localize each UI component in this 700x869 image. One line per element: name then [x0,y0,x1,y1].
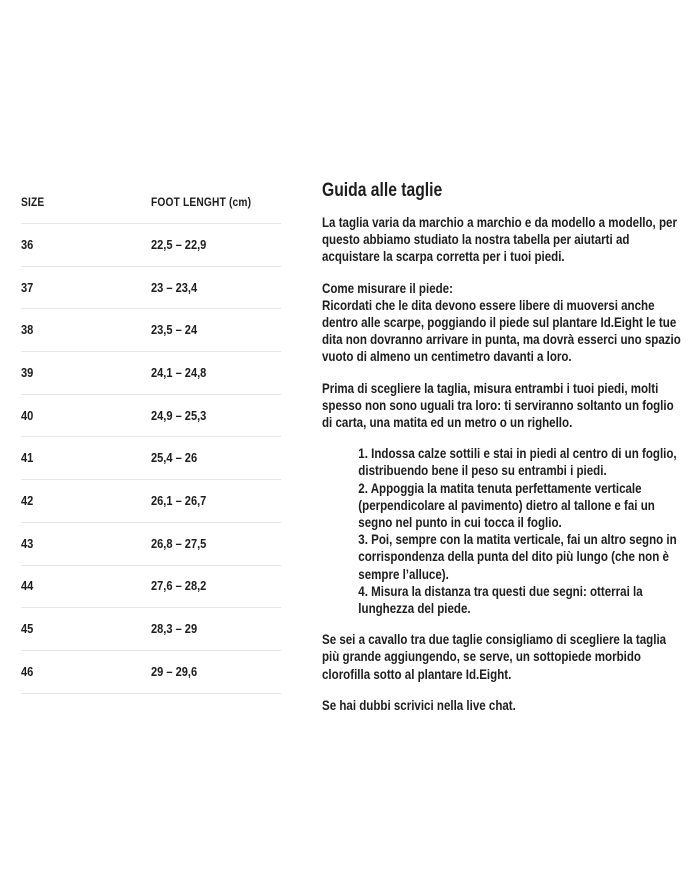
table-row [21,395,281,438]
foot-length-value: 28,3 – 29 [151,621,198,637]
size-value: 36 [21,236,34,252]
size-table-header-row [21,193,281,224]
size-value: 42 [21,492,34,508]
measuring-steps-list [358,445,685,617]
size-cell [21,364,151,382]
foot-length-cell [151,321,281,339]
measure-body: Ricordati che le dita devono essere libere di muoversi anche dentro alle scarpe, poggiando il piede sul plantare Id.Eight le tue dita non dovranno arrivare in punta, ma dovrà esserci uno spazio vuoto di almeno un centimetro davanti a loro. [322,296,681,365]
foot-length-value: 23 – 23,4 [151,279,198,295]
table-row [21,267,281,310]
size-value: 37 [21,279,34,295]
size-cell [21,407,151,425]
foot-length-value: 27,6 – 28,2 [151,578,207,594]
foot-length-cell [151,449,281,467]
foot-length-value: 26,8 – 27,5 [151,535,207,551]
foot-length-column-header [151,193,281,211]
foot-length-value: 26,1 – 26,7 [151,492,207,508]
foot-length-cell [151,279,281,297]
size-value: 38 [21,322,34,338]
size-value: 44 [21,578,34,594]
step-item: 1. Indossa calze sottili e stai in piedi al centro di un foglio, distribuendo bene il peso su entrambi i piedi. [358,445,677,479]
foot-length-value: 24,9 – 25,3 [151,407,207,423]
foot-length-cell [151,663,281,681]
measure-heading: Come misurare il piede: [322,279,453,296]
foot-length-cell [151,535,281,553]
size-cell [21,449,151,467]
size-cell [21,577,151,595]
size-value: 46 [21,663,34,679]
foot-length-column-header-label: FOOT LENGHT (cm) [151,195,252,209]
size-cell [21,620,151,638]
foot-length-cell [151,364,281,382]
foot-length-value: 23,5 – 24 [151,322,198,338]
step-item: 3. Poi, sempre con la matita verticale, fai un altro segno in corrispondenza della punta del dito più lungo (che non è sempre l’alluce). [358,531,677,582]
table-row [21,480,281,523]
size-guide-text [322,180,685,728]
size-cell [21,321,151,339]
foot-length-value: 29 – 29,6 [151,663,198,679]
size-column-header [21,193,151,211]
size-value: 41 [21,450,34,466]
step-item: 2. Appoggia la matita tenuta perfettamente verticale (perpendicolare al pavimento) dietro al tallone e fai un segno nel punto in cui tocca il foglio. [358,479,655,531]
foot-length-cell [151,236,281,254]
foot-length-cell [151,620,281,638]
foot-length-cell [151,492,281,510]
table-row [21,352,281,395]
table-row [21,651,281,694]
foot-length-value: 22,5 – 22,9 [151,236,207,252]
size-cell [21,492,151,510]
measure-paragraph [322,280,685,366]
table-row [21,566,281,609]
before-choosing-paragraph: Prima di scegliere la taglia, misura entrambi i tuoi piedi, molti spesso non sono uguali tra loro: ti serviranno soltanto un foglio di carta, una matita ed un metro o un righello. [322,379,674,431]
size-value: 40 [21,407,34,423]
size-cell [21,279,151,297]
size-column-header-label: SIZE [21,195,45,209]
foot-length-cell [151,577,281,595]
between-sizes-paragraph: Se sei a cavallo tra due taglie consigliamo di scegliere la taglia più grande aggiungendo, se serve, un sottopiede morbido clorofilla sotto al plantare Id.Eight. [322,631,667,682]
size-table [21,193,281,694]
table-row [21,608,281,651]
foot-length-value: 24,1 – 24,8 [151,364,207,380]
table-row [21,224,281,267]
size-value: 43 [21,535,34,551]
intro-paragraph: La taglia varia da marchio a marchio e da modello a modello, per questo abbiamo studiato la nostra tabella per aiutarti ad acquistare la scarpa corretta per i tuoi piedi. [322,214,677,265]
size-cell [21,663,151,681]
live-chat-paragraph: Se hai dubbi scrivici nella live chat. [322,696,516,713]
foot-length-value: 25,4 – 26 [151,450,198,466]
size-value: 39 [21,364,34,380]
foot-length-cell [151,407,281,425]
size-cell [21,535,151,553]
table-row [21,437,281,480]
size-cell [21,236,151,254]
table-row [21,309,281,352]
page-title: Guida alle taglie [322,180,443,201]
size-value: 45 [21,621,34,637]
table-row [21,523,281,566]
step-item: 4. Misura la distanza tra questi due segni: otterrai la lunghezza del piede. [358,582,643,617]
